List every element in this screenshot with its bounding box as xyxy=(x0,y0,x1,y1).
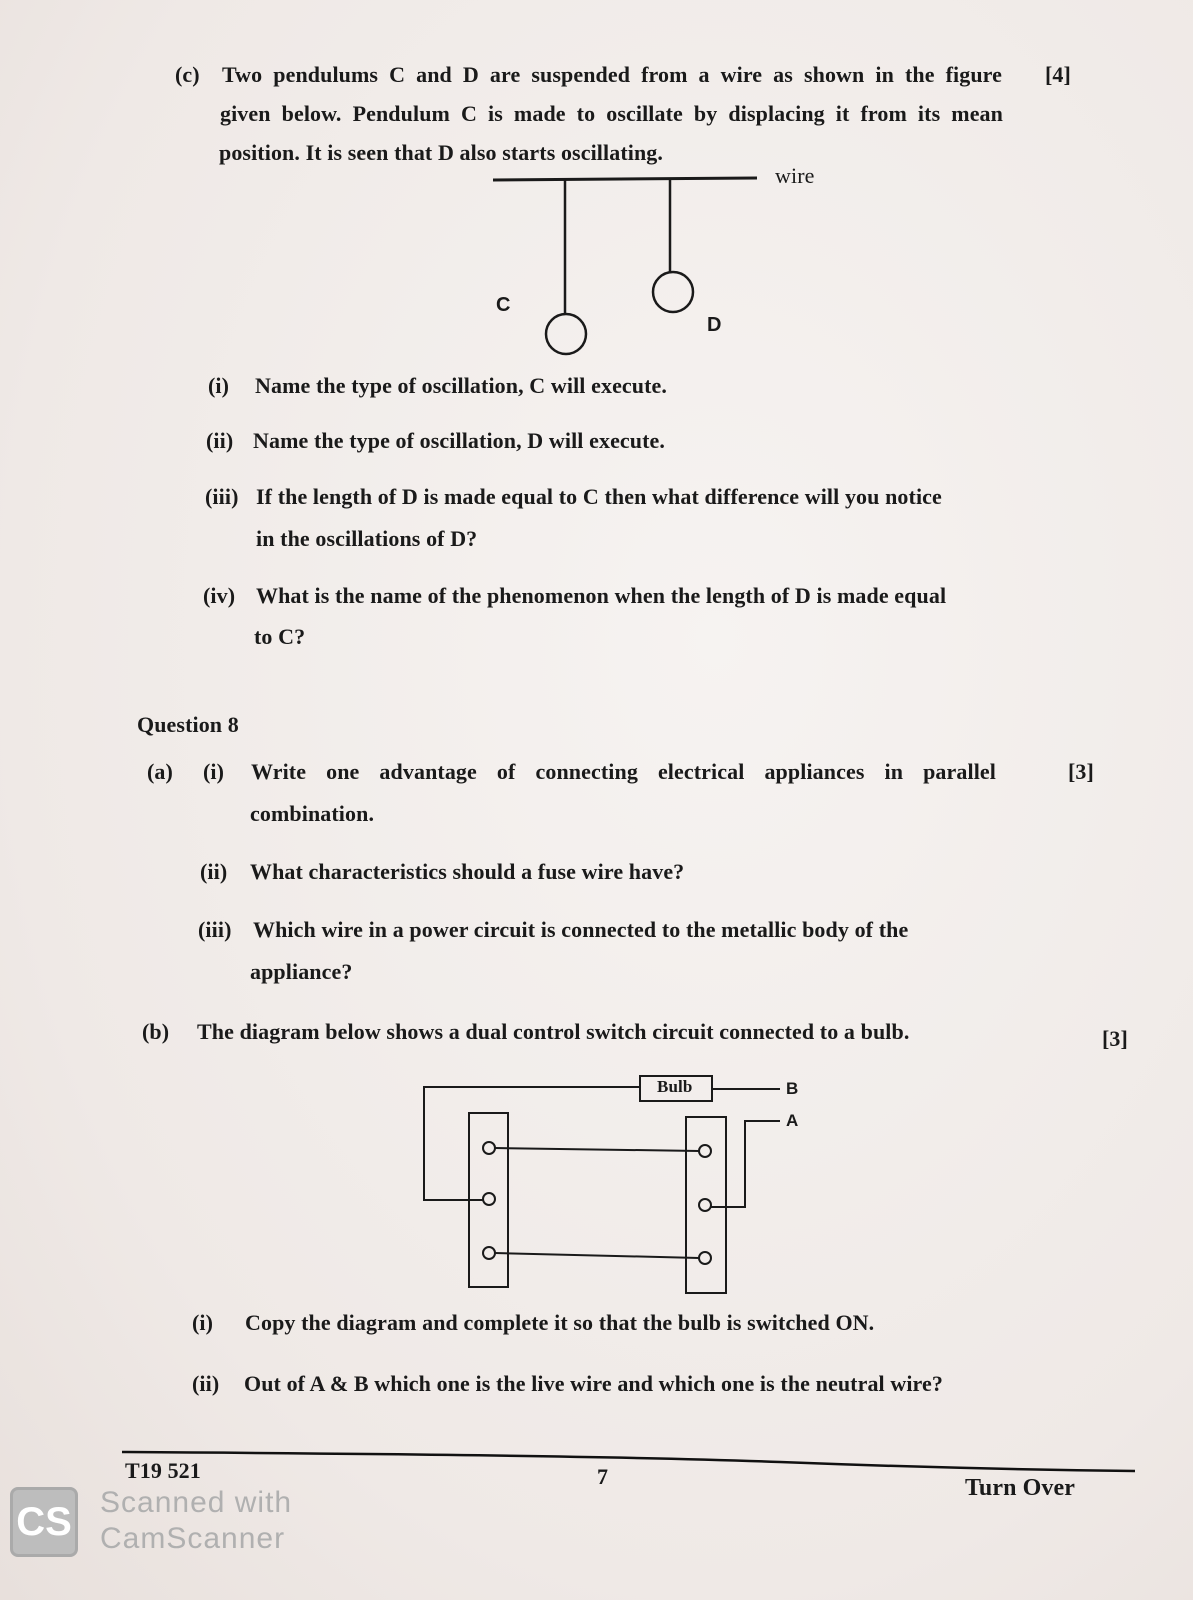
footer-rule xyxy=(122,1452,1135,1471)
c-iii-cont: in the oscillations of D? xyxy=(256,526,478,551)
left-terminal-3 xyxy=(483,1247,495,1259)
turn-over: Turn Over xyxy=(965,1475,1076,1501)
right-terminal-3 xyxy=(699,1252,711,1264)
right-switch xyxy=(686,1117,726,1293)
q8b-i-num: (i) xyxy=(192,1310,214,1335)
paper-code: T19 521 xyxy=(125,1458,201,1483)
pendulum-d-bob xyxy=(653,272,693,312)
q8a-iii-cont: appliance? xyxy=(250,959,353,984)
watermark-line-2: CamScanner xyxy=(100,1522,286,1555)
q8b-text: The diagram below shows a dual control switch circuit connected to a bulb. xyxy=(197,1019,910,1044)
circuit-figure xyxy=(424,1076,780,1293)
q8a-ii-num: (ii) xyxy=(200,859,228,884)
q8b-i-text: Copy the diagram and complete it so that the bulb is switched ON. xyxy=(245,1310,875,1335)
page-number: 7 xyxy=(597,1464,609,1489)
c-iv-num: (iv) xyxy=(203,583,236,608)
question-8-title: Question 8 xyxy=(137,712,239,737)
wire-a-line xyxy=(711,1121,780,1207)
q8a-iii-text: Which wire in a power circuit is connected to the metallic body of the xyxy=(253,917,909,942)
right-terminal-1 xyxy=(699,1145,711,1157)
pendulum-c-label: C xyxy=(496,294,511,316)
wire-line xyxy=(493,178,757,180)
q8b-ii-text: Out of A & B which one is the live wire and which one is the neutral wire? xyxy=(244,1371,943,1396)
c-i-num: (i) xyxy=(208,373,230,398)
wire-a-label: A xyxy=(786,1111,799,1130)
q8a-iii-num: (iii) xyxy=(198,917,232,942)
q8b-ii-num: (ii) xyxy=(192,1371,220,1396)
c-iii-text: If the length of D is made equal to C then what difference will you notice xyxy=(256,484,942,509)
c-iv-cont: to C? xyxy=(254,624,306,649)
c-ii-num: (ii) xyxy=(206,428,234,453)
q8b-marks: [3] xyxy=(1102,1026,1128,1051)
camscanner-logo xyxy=(10,1487,78,1557)
connector-3 xyxy=(495,1253,699,1258)
left-terminal-2 xyxy=(483,1193,495,1205)
part-c-line-3: position. It is seen that D also starts oscillating. xyxy=(219,140,663,165)
c-iii-num: (iii) xyxy=(205,484,239,509)
q8a-marks: [3] xyxy=(1068,759,1094,784)
wire-label: wire xyxy=(775,163,815,188)
q8b-label: (b) xyxy=(142,1019,170,1044)
connector-1 xyxy=(495,1148,699,1151)
q8a-i-num: (i) xyxy=(203,759,225,784)
pendulum-d-label: D xyxy=(707,314,722,336)
c-ii-text: Name the type of oscillation, D will execute. xyxy=(253,428,666,453)
bulb-to-switch-wire xyxy=(424,1087,640,1200)
right-terminal-2 xyxy=(699,1199,711,1211)
part-c-line-1: Two pendulums C and D are suspended from a wire as shown in the figure xyxy=(222,62,1002,87)
part-c-line-2: given below. Pendulum C is made to oscillate by displacing it from its mean xyxy=(220,101,1003,126)
pendulum-c-bob xyxy=(546,314,586,354)
q8a-ii-text: What characteristics should a fuse wire have? xyxy=(250,859,685,884)
left-terminal-1 xyxy=(483,1142,495,1154)
c-iv-text: What is the name of the phenomenon when the length of D is made equal xyxy=(256,583,947,608)
wire-b-label: B xyxy=(786,1079,799,1098)
q8a-label: (a) xyxy=(147,759,173,784)
q8a-i-text: Write one advantage of connecting electrical appliances in parallel xyxy=(251,759,996,784)
watermark-line-1: Scanned with xyxy=(100,1486,293,1519)
part-c-label: (c) xyxy=(175,62,200,87)
c-i-text: Name the type of oscillation, C will execute. xyxy=(255,373,668,398)
q8a-i-cont: combination. xyxy=(250,801,375,826)
part-c-marks: [4] xyxy=(1045,62,1071,87)
logo-text: CS xyxy=(16,1499,72,1544)
bulb-label: Bulb xyxy=(657,1077,693,1096)
